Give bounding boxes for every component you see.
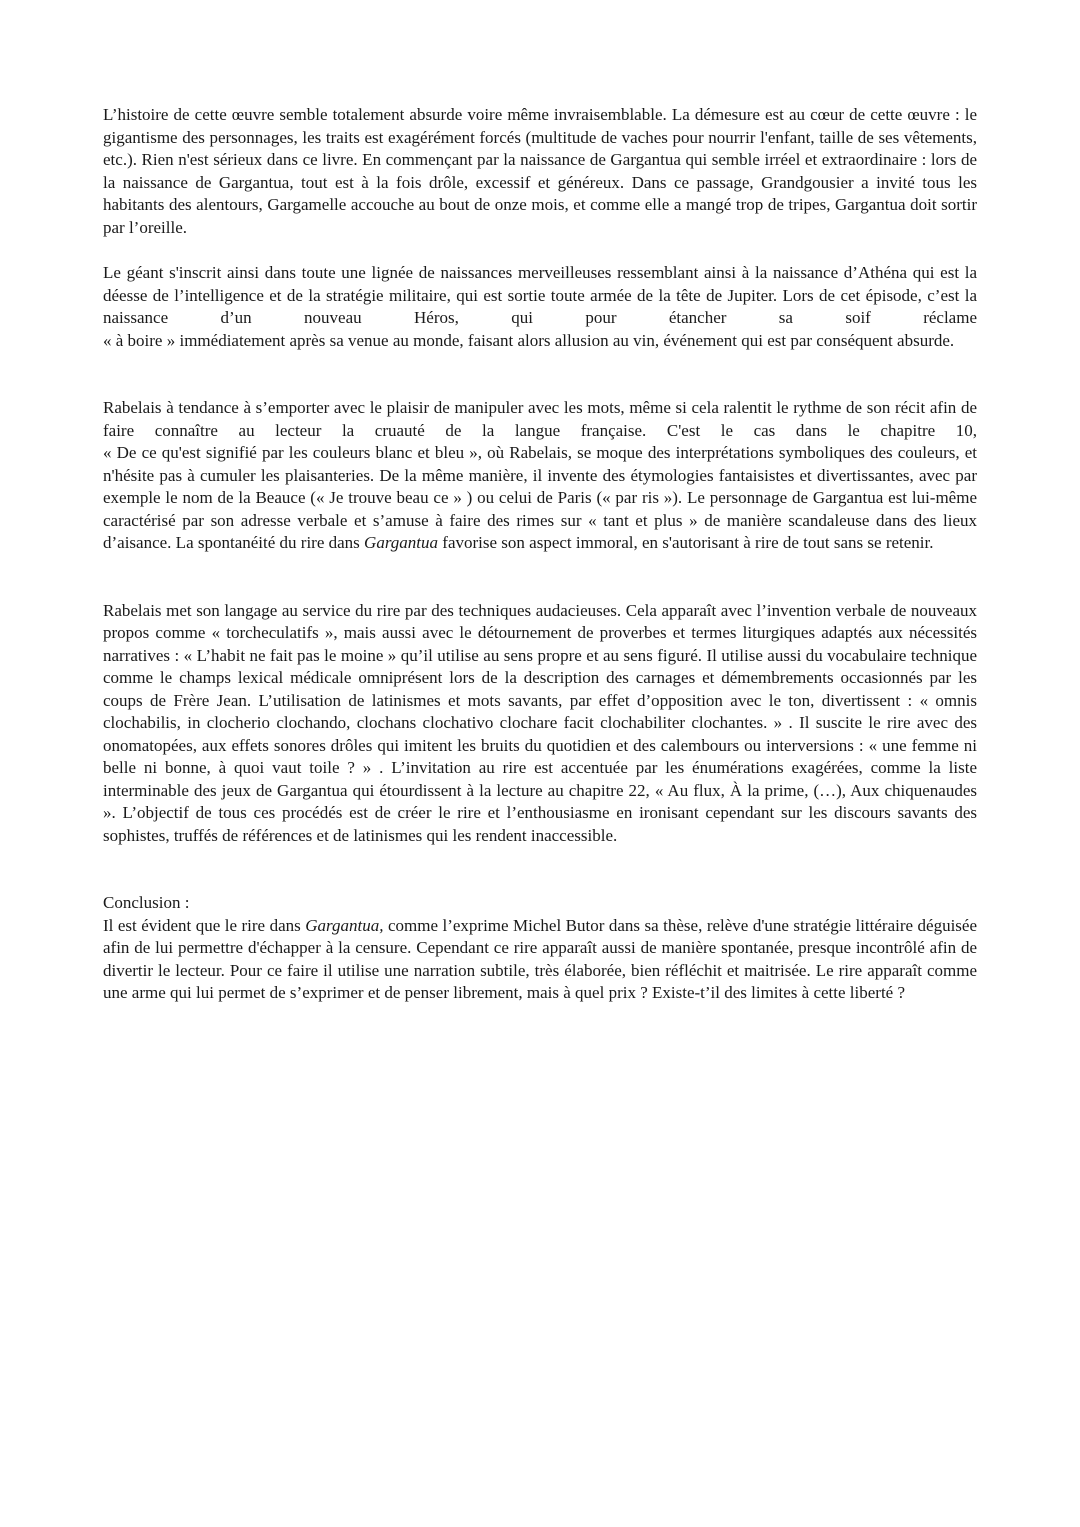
paragraph-1: L’histoire de cette œuvre semble totalement absurde voire même invraisemblable. La démesure est au cœur de cette œuvre : le gigantisme des personnages, les traits est exagérément forcés (multitude de vaches pour nourrir l'enfant, taille de ses vêtements, etc.). Rien n'est sérieux dans ce livre. En commençant par la naissance de Gargantua qui semble irréel et extraordinaire : lors de la naissance de Gargantua, tout est à la fois drôle, excessif et généreux. Dans ce passage, Grandgousier a invité tous les habitants des alentours, Gargamelle accouche au bout de onze mois, et comme elle a mangé trop de tripes, Gargantua doit sortir par l’oreille.: [103, 105, 977, 237]
paragraph-2-main: Le géant s'inscrit ainsi dans toute une lignée de naissances merveilleuses ressemblant ainsi à la naissance d’Athéna qui est la déesse de l’intelligence et de la stratégie militaire, qui est sortie toute armée de la tête de Jupiter. Lors de cet épisode, c’est la naissance d’un nouveau Héros, qui pour étancher sa soif réclame: [103, 263, 977, 327]
conclusion-heading: Conclusion :: [103, 893, 190, 912]
paragraph-3-end: favorise son aspect immoral, en s'autorisant à rire de tout sans se retenir.: [438, 533, 934, 552]
paragraph-3-main: Rabelais à tendance à s’emporter avec le plaisir de manipuler avec les mots, même si cela ralentit le rythme de son récit afin de faire connaître au lecteur la cruauté de la langue française. C'est le cas dans le chapitre 10,: [103, 398, 977, 440]
paragraph-spacer: [103, 555, 977, 600]
paragraph-2-continuation: « à boire » immédiatement après sa venue au monde, faisant alors allusion au vin, événement qui est par conséquent absurde.: [103, 330, 955, 350]
paragraph-2: [103, 262, 977, 352]
paragraph-spacer: [103, 847, 977, 892]
paragraph-spacer: [103, 352, 977, 397]
book-title-italic: Gargantua,: [305, 915, 384, 935]
paragraph-4: Rabelais met son langage au service du rire par des techniques audacieuses. Cela apparaît avec l’invention verbale de nouveaux propos comme « torcheculatifs », mais aussi avec le détournement de proverbes et termes liturgiques adaptés aux nécessités narratives : « L’habit ne fait pas le moine » qu’il utilise au sens propre et au sens figuré. Il utilise aussi du vocabulaire technique comme le champs lexical médicale omniprésent lors de la description des carnages et démembrements occasionnés par les coups de Frère Jean. L’utilisation de latinismes et mots savants, par effet d’opposition avec le ton, divertissent : « omnis clochabilis, in clocherio clochando, clochans clochativo clochare facit clochabiliter clochantes. » . Il suscite le rire avec des onomatopées, aux effets sonores drôles qui imitent les bruits du quotidien et des calembours ou interversions : « une femme ni belle ni bonne, à quoi vaut toile ? » . L’invitation au rire est accentuée par les énumérations exagérées, comme la liste interminable des jeux de Gargantua qui étourdissent à la lecture au chapitre 22, « Au flux, À la prime, (…), Aux chiquenaudes ». L’objectif de tous ces procédés est de créer le rire et l’enthousiasme en ironisant cependant sur les discours savants des sophistes, truffés de références et de latinismes qui les rendent inaccessible.: [103, 600, 977, 845]
book-title-italic: Gargantua: [364, 533, 439, 552]
conclusion-text-end: comme l’exprime Michel Butor dans sa thèse, relève d'une stratégie littéraire déguisée afin de lui permettre d'échapper à la censure. Cependant ce rire apparaît aussi de manière spontanée, presque incontrôlé afin de divertir le lecteur. Pour ce faire il utilise une narration subtile, très élaborée, bien réfléchit et maitrisée. Le rire apparaît comme une arme qui lui permet de s’exprimer et de penser librement, mais à quel prix ? Existe-t’il des limites à cette liberté ?: [103, 915, 977, 1002]
paragraph-spacer: [103, 239, 977, 262]
conclusion-paragraph: [103, 915, 977, 1005]
paragraph-3-continuation: [103, 442, 977, 555]
conclusion-text-start: Il est évident que le rire dans: [103, 915, 306, 935]
paragraph-3: [103, 397, 977, 555]
conclusion-section: [103, 892, 977, 1005]
paragraph-3-text: « De ce qu'est signifié par les couleurs blanc et bleu », où Rabelais, se moque des interprétations symboliques des couleurs, et n'hésite pas à cumuler les plaisanteries. De la même manière, il invente des étymologies fantaisistes et divertissantes, avec par exemple le nom de la Beauce (« Je trouve beau ce » ) ou celui de Paris (« par ris »). Le personnage de Gargantua est lui-même caractérisé par son adresse verbale et s’amuse à faire des rimes sur « tant et plus » de manière scandaleuse dans des lieux d’aisance. La spontanéité du rire dans: [103, 443, 977, 552]
